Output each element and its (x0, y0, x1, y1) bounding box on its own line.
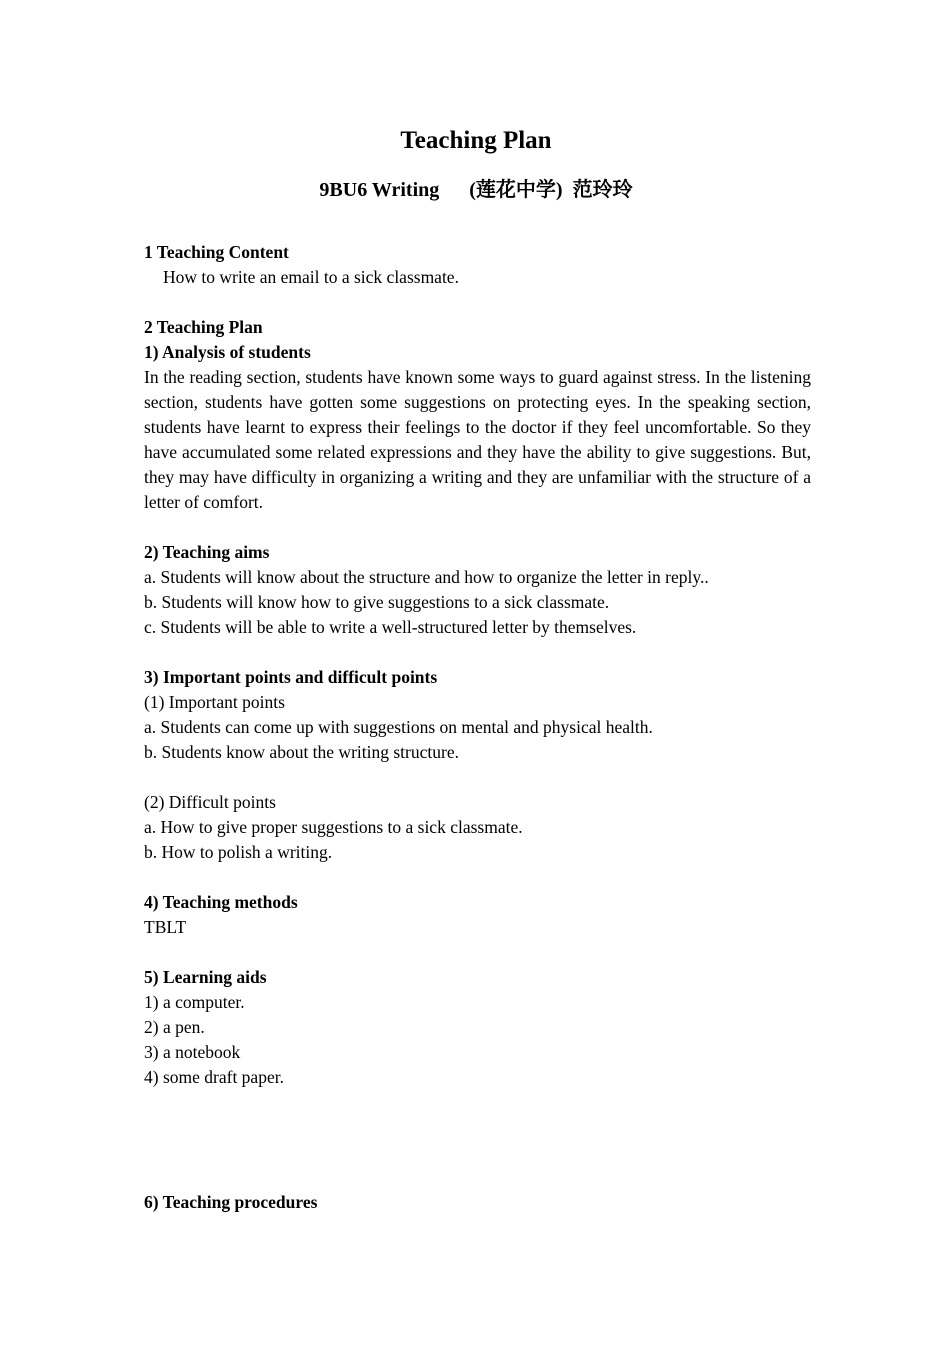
spacer (144, 290, 811, 315)
section-heading-teaching-plan: 2 Teaching Plan (144, 317, 263, 337)
list-item: a. Students will know about the structure and how to organize the letter in reply.. (144, 567, 709, 587)
list-item: a. How to give proper suggestions to a sick classmate. (144, 817, 523, 837)
subheading-teaching-aims: 2) Teaching aims (144, 542, 270, 562)
list-item: b. Students will know how to give suggestions to a sick classmate. (144, 592, 610, 612)
spacer (144, 640, 811, 665)
teaching-content-text: How to write an email to a sick classmate. (163, 267, 459, 287)
spacer (144, 865, 811, 890)
list-item: 4) some draft paper. (144, 1067, 284, 1087)
list-item: b. How to polish a writing. (144, 842, 333, 862)
list-item: 3) a notebook (144, 1042, 241, 1062)
important-points-label: (1) Important points (144, 692, 285, 712)
document-title: Teaching Plan (400, 127, 552, 154)
list-item: a. Students can come up with suggestions on mental and physical health. (144, 717, 653, 737)
subheading-analysis-of-students: 1) Analysis of students (144, 342, 311, 362)
list-item: c. Students will be able to write a well-structured letter by themselves. (144, 617, 637, 637)
spacer (144, 1140, 811, 1165)
spacer (144, 1165, 811, 1190)
analysis-paragraph: In the reading section, students have known some ways to guard against stress. In the listening section, students have gotten some suggestions on protecting eyes. In the speaking section, students have learnt to express their feelings to the doctor if they feel uncomfortable. So they have accumulated some related expressions and they have the ability to give suggestions. But, they may have difficulty in organizing a writing and they are unfamiliar with the structure of a letter of comfort. (144, 367, 811, 512)
subheading-teaching-methods: 4) Teaching methods (144, 892, 298, 912)
spacer (144, 1090, 811, 1115)
subheading-learning-aids: 5) Learning aids (144, 967, 267, 987)
subheading-teaching-procedures: 6) Teaching procedures (144, 1192, 318, 1212)
spacer (144, 765, 811, 790)
difficult-points-label: (2) Difficult points (144, 792, 276, 812)
document-subtitle: 9BU6 Writing (莲花中学) 范玲玲 (319, 179, 633, 201)
list-item: b. Students know about the writing structure. (144, 742, 459, 762)
section-heading-teaching-content: 1 Teaching Content (144, 242, 289, 262)
spacer (144, 515, 811, 540)
teaching-methods-value: TBLT (144, 917, 187, 937)
list-item: 2) a pen. (144, 1017, 205, 1037)
spacer (144, 940, 811, 965)
document-body (144, 240, 811, 1215)
spacer (144, 1115, 811, 1140)
subheading-important-difficult-points: 3) Important points and difficult points (144, 667, 438, 687)
list-item: 1) a computer. (144, 992, 245, 1012)
